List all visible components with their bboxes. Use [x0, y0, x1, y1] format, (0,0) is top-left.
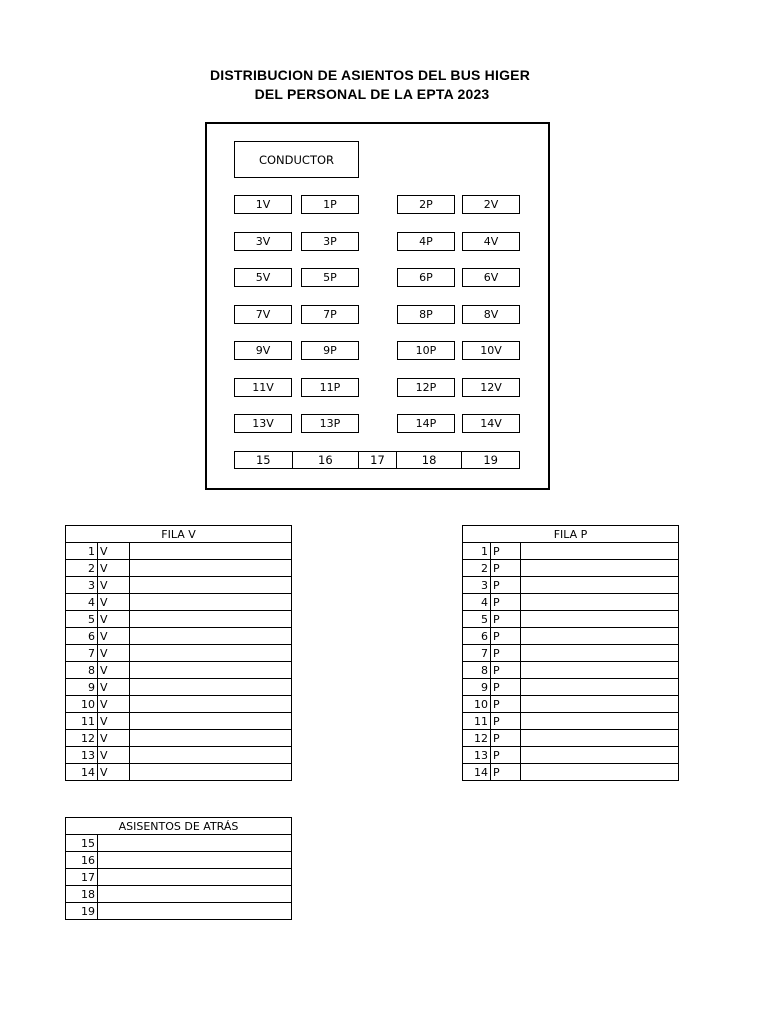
- name-cell[interactable]: [521, 662, 679, 679]
- fila-v-title: FILA V: [66, 526, 292, 543]
- document-subtitle: DEL PERSONAL DE LA EPTA 2023: [254, 86, 490, 102]
- table-row: [66, 764, 292, 781]
- row-code: P: [491, 560, 521, 577]
- seat: 4P: [397, 232, 455, 251]
- row-number: 6: [66, 628, 98, 645]
- back-seat: 18: [397, 452, 463, 468]
- seat: 13V: [234, 414, 292, 433]
- name-cell[interactable]: [521, 611, 679, 628]
- row-code: V: [98, 662, 130, 679]
- table-row: [66, 835, 292, 852]
- name-cell[interactable]: [521, 696, 679, 713]
- row-code: P: [491, 611, 521, 628]
- back-seat: 17: [359, 452, 397, 468]
- row-number: 16: [66, 852, 98, 869]
- table-row: [463, 594, 679, 611]
- name-cell[interactable]: [130, 628, 292, 645]
- table-row: [463, 730, 679, 747]
- name-cell[interactable]: [130, 560, 292, 577]
- name-cell[interactable]: [98, 835, 292, 852]
- row-code: P: [491, 628, 521, 645]
- table-row: [66, 560, 292, 577]
- seat: 6P: [397, 268, 455, 287]
- seat: 11P: [301, 378, 359, 397]
- name-cell[interactable]: [521, 543, 679, 560]
- table-row: [66, 852, 292, 869]
- name-cell[interactable]: [130, 645, 292, 662]
- name-cell[interactable]: [98, 852, 292, 869]
- table-row: [66, 628, 292, 645]
- name-cell[interactable]: [521, 594, 679, 611]
- row-code: V: [98, 543, 130, 560]
- row-number: 1: [463, 543, 491, 560]
- row-code: V: [98, 577, 130, 594]
- seat: 8V: [462, 305, 520, 324]
- row-number: 9: [463, 679, 491, 696]
- table-row: [463, 713, 679, 730]
- row-number: 10: [66, 696, 98, 713]
- name-cell[interactable]: [130, 764, 292, 781]
- row-code: P: [491, 696, 521, 713]
- seat: 7V: [234, 305, 292, 324]
- row-number: 5: [66, 611, 98, 628]
- name-cell[interactable]: [130, 679, 292, 696]
- seat: 7P: [301, 305, 359, 324]
- seat: 5P: [301, 268, 359, 287]
- name-cell[interactable]: [130, 611, 292, 628]
- name-cell[interactable]: [98, 886, 292, 903]
- table-row: [463, 747, 679, 764]
- table-row: [66, 696, 292, 713]
- row-code: P: [491, 764, 521, 781]
- fila-v-table: [65, 525, 292, 781]
- seat: 1V: [234, 195, 292, 214]
- row-number: 18: [66, 886, 98, 903]
- table-row: [463, 628, 679, 645]
- row-number: 2: [463, 560, 491, 577]
- row-number: 7: [66, 645, 98, 662]
- row-code: P: [491, 747, 521, 764]
- table-row: [66, 645, 292, 662]
- row-code: V: [98, 611, 130, 628]
- table-row: [66, 869, 292, 886]
- back-seat: 15: [235, 452, 293, 468]
- table-row: [66, 747, 292, 764]
- table-row: [66, 577, 292, 594]
- row-code: V: [98, 628, 130, 645]
- row-number: 11: [66, 713, 98, 730]
- seat: 3P: [301, 232, 359, 251]
- table-row: [66, 594, 292, 611]
- seat: 14V: [462, 414, 520, 433]
- name-cell[interactable]: [521, 645, 679, 662]
- name-cell[interactable]: [521, 679, 679, 696]
- name-cell[interactable]: [98, 903, 292, 920]
- row-number: 10: [463, 696, 491, 713]
- row-number: 1: [66, 543, 98, 560]
- seat: 2P: [397, 195, 455, 214]
- row-code: V: [98, 594, 130, 611]
- name-cell[interactable]: [521, 560, 679, 577]
- seat: 9V: [234, 341, 292, 360]
- row-number: 2: [66, 560, 98, 577]
- row-code: P: [491, 645, 521, 662]
- seat: 4V: [462, 232, 520, 251]
- seat: 9P: [301, 341, 359, 360]
- name-cell[interactable]: [130, 730, 292, 747]
- table-row: [463, 577, 679, 594]
- row-number: 12: [463, 730, 491, 747]
- row-number: 3: [463, 577, 491, 594]
- back-seat: 16: [293, 452, 360, 468]
- row-number: 4: [66, 594, 98, 611]
- seat: 10V: [462, 341, 520, 360]
- name-cell[interactable]: [521, 730, 679, 747]
- name-cell[interactable]: [130, 713, 292, 730]
- seat: 1P: [301, 195, 359, 214]
- table-row: [463, 662, 679, 679]
- table-row: [66, 662, 292, 679]
- table-row: [66, 611, 292, 628]
- driver-seat: CONDUCTOR: [234, 141, 359, 178]
- name-cell[interactable]: [130, 543, 292, 560]
- name-cell[interactable]: [521, 577, 679, 594]
- name-cell[interactable]: [130, 594, 292, 611]
- table-row: [66, 543, 292, 560]
- row-code: V: [98, 747, 130, 764]
- back-seats-table: [65, 817, 292, 920]
- name-cell[interactable]: [130, 696, 292, 713]
- row-code: V: [98, 560, 130, 577]
- back-seat-row: [234, 451, 520, 469]
- seat: 8P: [397, 305, 455, 324]
- row-code: V: [98, 696, 130, 713]
- table-row: [463, 764, 679, 781]
- seat: 6V: [462, 268, 520, 287]
- seat: 5V: [234, 268, 292, 287]
- row-code: P: [491, 577, 521, 594]
- back-seat: 19: [483, 453, 498, 467]
- name-cell[interactable]: [521, 764, 679, 781]
- row-number: 13: [66, 747, 98, 764]
- name-cell[interactable]: [130, 662, 292, 679]
- row-code: P: [491, 730, 521, 747]
- fila-p-title: FILA P: [463, 526, 679, 543]
- row-number: 9: [66, 679, 98, 696]
- row-number: 8: [463, 662, 491, 679]
- row-code: P: [491, 713, 521, 730]
- seat: 2V: [462, 195, 520, 214]
- row-number: 5: [463, 611, 491, 628]
- row-code: P: [491, 594, 521, 611]
- row-number: 7: [463, 645, 491, 662]
- seat: 3V: [234, 232, 292, 251]
- row-number: 15: [66, 835, 98, 852]
- table-row: [463, 543, 679, 560]
- table-row: [66, 903, 292, 920]
- table-row: [463, 645, 679, 662]
- fila-p-table: [462, 525, 679, 781]
- table-row: [66, 730, 292, 747]
- row-number: 19: [66, 903, 98, 920]
- seat: 11V: [234, 378, 292, 397]
- table-row: [463, 560, 679, 577]
- name-cell[interactable]: [98, 869, 292, 886]
- back-seats-title: ASISENTOS DE ATRÁS: [66, 818, 292, 835]
- row-number: 6: [463, 628, 491, 645]
- seat: 12P: [397, 378, 455, 397]
- row-code: P: [491, 543, 521, 560]
- name-cell[interactable]: [130, 577, 292, 594]
- row-code: V: [98, 679, 130, 696]
- row-code: V: [98, 645, 130, 662]
- row-number: 14: [66, 764, 98, 781]
- row-number: 4: [463, 594, 491, 611]
- seat: 10P: [397, 341, 455, 360]
- row-code: V: [98, 730, 130, 747]
- document-title: DISTRIBUCION DE ASIENTOS DEL BUS HIGER: [209, 67, 531, 83]
- seat: 14P: [397, 414, 455, 433]
- row-number: 8: [66, 662, 98, 679]
- seat: 12V: [462, 378, 520, 397]
- name-cell[interactable]: [130, 747, 292, 764]
- row-number: 3: [66, 577, 98, 594]
- seat: 13P: [301, 414, 359, 433]
- row-code: V: [98, 764, 130, 781]
- row-code: V: [98, 713, 130, 730]
- table-row: [463, 611, 679, 628]
- name-cell[interactable]: [521, 747, 679, 764]
- row-number: 13: [463, 747, 491, 764]
- row-number: 14: [463, 764, 491, 781]
- table-row: [463, 679, 679, 696]
- name-cell[interactable]: [521, 713, 679, 730]
- row-number: 12: [66, 730, 98, 747]
- name-cell[interactable]: [521, 628, 679, 645]
- table-row: [66, 679, 292, 696]
- table-row: [463, 696, 679, 713]
- table-row: [66, 886, 292, 903]
- row-number: 11: [463, 713, 491, 730]
- row-code: P: [491, 662, 521, 679]
- row-number: 17: [66, 869, 98, 886]
- row-code: P: [491, 679, 521, 696]
- table-row: [66, 713, 292, 730]
